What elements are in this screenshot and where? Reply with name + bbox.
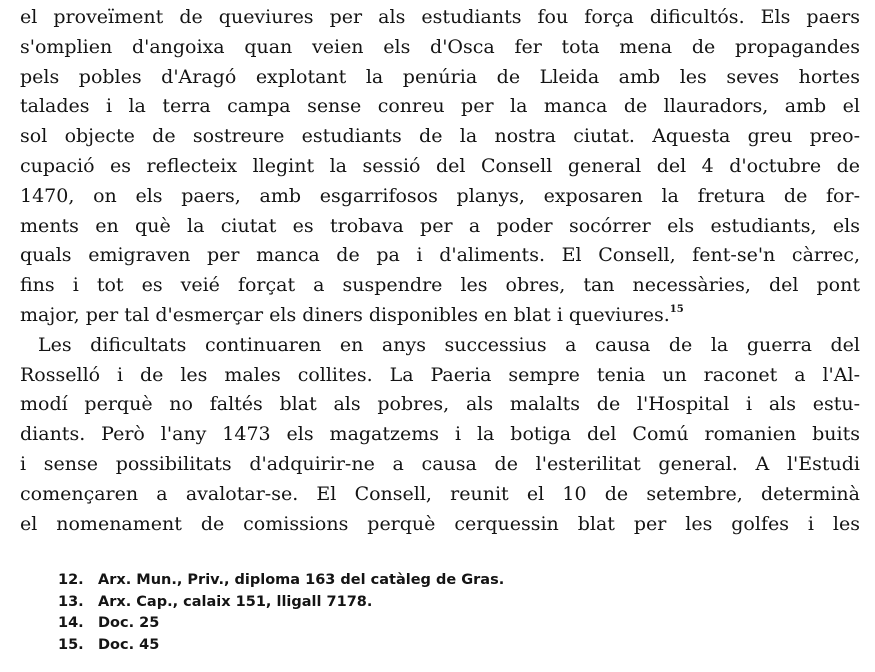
text-line: Les dificultats continuaren en anys successius a causa de la guerra del xyxy=(38,333,860,356)
footnote-number: 13. xyxy=(58,593,84,610)
text-line: pels pobles d'Aragó explotant la penúria de Lleida amb les seves hortes xyxy=(20,65,860,88)
text-line-last xyxy=(20,301,860,331)
text-line: quals emigraven per manca de pa i d'aliments. El Consell, fent-se'n càrrec, xyxy=(20,244,860,267)
footnotes xyxy=(58,570,758,656)
footnote xyxy=(58,613,758,635)
footnote-text: Arx. Cap., calaix 151, lligall 7178. xyxy=(98,593,373,610)
footnote-text: Doc. 45 xyxy=(98,636,160,653)
text-line: modí perquè no faltés blat als pobres, als malalts de l'Hospital i als estu- xyxy=(20,393,860,416)
footnote xyxy=(58,635,758,657)
paragraph-1 xyxy=(20,3,860,331)
footnote xyxy=(58,570,758,592)
footnote-number: 12. xyxy=(58,572,84,588)
footnote-number: 14. xyxy=(58,615,84,631)
footnote-number: 15. xyxy=(58,636,84,653)
footnote xyxy=(58,592,758,614)
text-line: ments en què la ciutat es trobava per a poder socórrer els estudiants, els xyxy=(20,214,860,237)
footnote-reference[interactable]: 15 xyxy=(669,303,684,315)
text-line: el nomenament de comissions perquè cerquessin blat per les golfes i les xyxy=(20,512,860,535)
text-line: el proveïment de queviures per als estudiants fou força dificultós. Els paers xyxy=(20,6,860,28)
text-line: cupació es reflecteix llegint la sessió del Consell general del 4 d'octubre de xyxy=(20,154,860,177)
text-line: 1470, on els paers, amb esgarrifosos planys, exposaren la fretura de for- xyxy=(20,184,860,207)
text-line: sol objecte de sostreure estudiants de la nostra ciutat. Aquesta greu preo- xyxy=(20,125,860,148)
text-line: diants. Però l'any 1473 els magatzems i la botiga del Comú romanien buits xyxy=(20,423,860,446)
text-line: Rosselló i de les males collites. La Paeria sempre tenia un raconet a l'Al- xyxy=(20,363,860,386)
body-text xyxy=(20,3,860,539)
text-line: i sense possibilitats d'adquirir-ne a causa de l'esterilitat general. A l'Estudi xyxy=(20,452,860,475)
footnote-text: Arx. Mun., Priv., diploma 163 del catàleg de Gras. xyxy=(98,572,505,588)
paragraph-2 xyxy=(20,331,860,540)
text-line-content: major, per tal d'esmerçar els diners disponibles en blat i queviures. xyxy=(20,303,670,326)
footnote-text: Doc. 25 xyxy=(98,615,160,631)
text-line: s'omplien d'angoixa quan veien els d'Osca fer tota mena de propagandes xyxy=(20,35,860,58)
text-line: fins i tot es veié forçat a suspendre les obres, tan necessàries, del pont xyxy=(20,274,860,297)
text-line: començaren a avalotar-se. El Consell, reunit el 10 de setembre, determinà xyxy=(20,482,860,505)
text-line: talades i la terra campa sense conreu per la manca de llauradors, amb el xyxy=(20,95,860,118)
